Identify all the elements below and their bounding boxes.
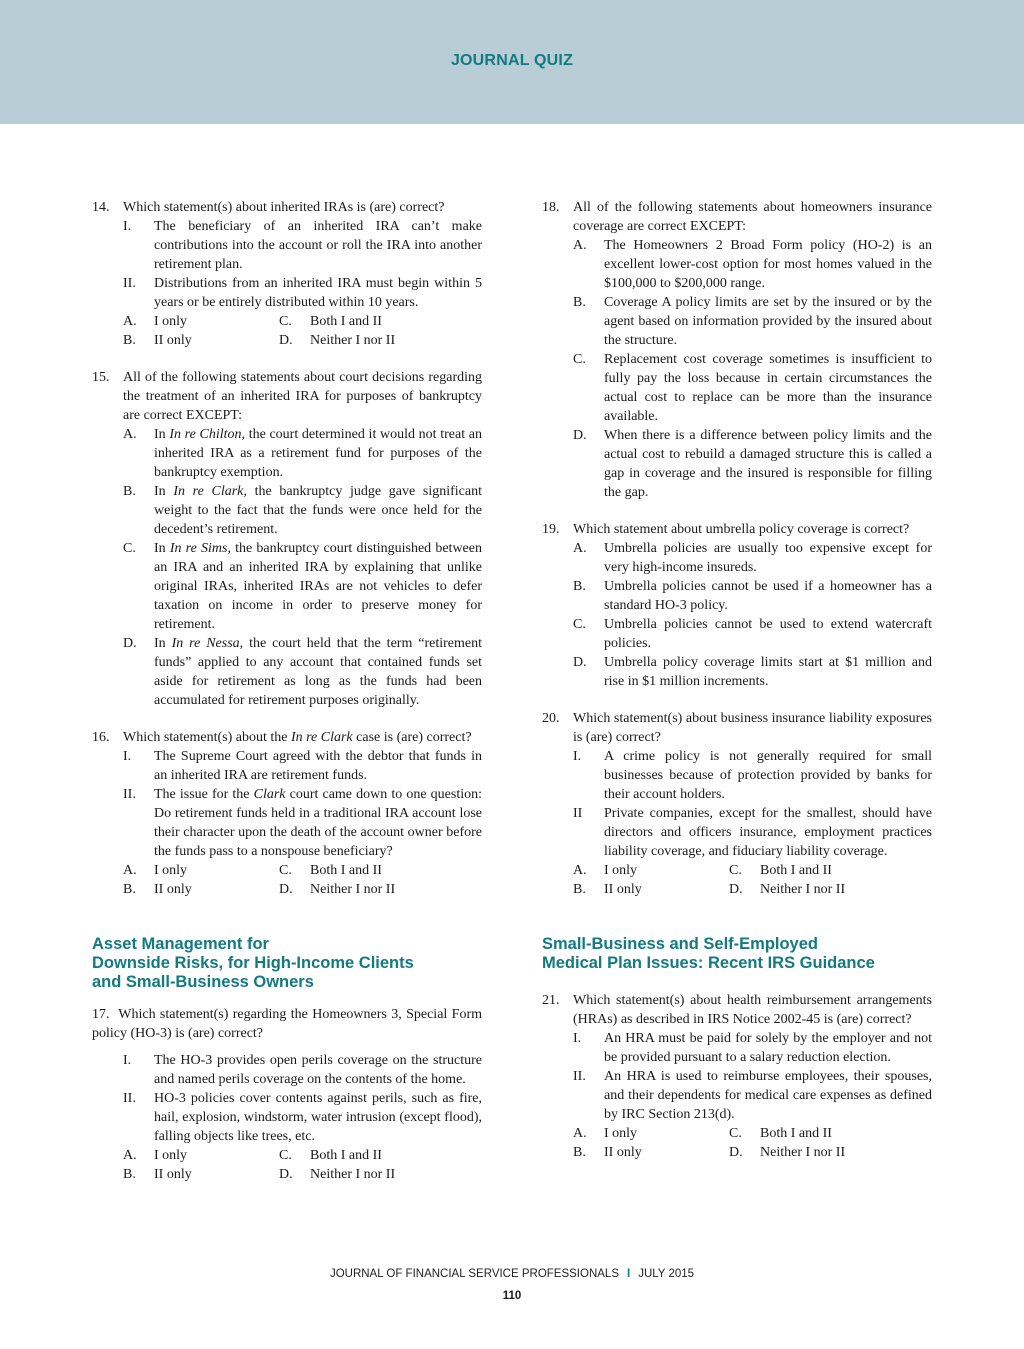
case-name: In re Chilton,	[169, 427, 246, 442]
answer-text: Both I and II	[310, 863, 382, 878]
answer-text: Both I and II	[760, 1126, 832, 1141]
answer-mark: B.	[573, 1145, 586, 1160]
case-name: In re Clark	[290, 730, 353, 745]
question-number: 15.	[92, 370, 110, 385]
page-title: JOURNAL QUIZ	[450, 52, 574, 69]
option-text: The HO-3 provides open perils coverage on the structure and named perils coverage on the contents of the home.	[154, 1053, 482, 1087]
option	[123, 785, 482, 861]
option-mark: C.	[573, 617, 586, 632]
question-number: 16.	[92, 730, 110, 745]
option-mark: I.	[123, 749, 132, 764]
answer-text: I only	[154, 314, 188, 329]
case-name: In re Clark,	[173, 484, 247, 499]
journal-name: JOURNAL OF FINANCIAL SERVICE PROFESSIONALS	[329, 1268, 619, 1280]
answer-text: Neither I nor II	[310, 333, 396, 348]
right-column	[542, 198, 932, 1180]
case-name: Clark	[253, 787, 286, 802]
question-number: 19.	[542, 522, 560, 537]
option-text: Distributions from an inherited IRA must begin within 5 years or be entirely distributed within 10 years.	[154, 276, 482, 310]
option-text: Umbrella policies cannot be used if a homeowner has a standard HO-3 policy.	[604, 579, 932, 613]
answer-text: II only	[604, 882, 642, 897]
header-banner	[0, 0, 1024, 124]
option	[123, 217, 482, 274]
option-mark: I.	[573, 749, 582, 764]
option-body: the court held that the term “retirement funds” applied to any account that contained funds set aside for retirement as long as the funds had been accumulated for retirement purposes originally.	[154, 636, 482, 708]
answer-text: I only	[604, 1126, 638, 1141]
question-text-post: case is (are) correct?	[352, 730, 472, 745]
option-mark: II.	[123, 787, 136, 802]
option-mark: D.	[573, 655, 587, 670]
answer-mark: A.	[123, 314, 137, 329]
option-prefix: In	[154, 427, 170, 442]
answer-text: II only	[154, 1167, 192, 1182]
option-mark: B.	[573, 579, 586, 594]
answer-mark: A.	[573, 863, 587, 878]
section-title-small-business	[542, 935, 932, 973]
question-18	[542, 198, 932, 502]
option-body: the bankruptcy court distinguished between an IRA and an inherited IRA by explaining that unlike original IRAs, inherited IRAs are not vehicles to defer taxation on income in order to preserve money for retirement.	[154, 541, 482, 632]
answer-text: Neither I nor II	[760, 882, 846, 897]
question-20	[542, 709, 932, 899]
option-text	[154, 482, 482, 539]
option	[573, 293, 932, 350]
option	[123, 747, 482, 785]
question-text: Which statement about umbrella policy coverage is correct?	[573, 522, 910, 537]
option-mark: A.	[573, 238, 587, 253]
answer-choices	[573, 861, 932, 899]
question-number: 17.	[92, 1007, 110, 1022]
option-text: The Homeowners 2 Broad Form policy (HO-2) is an excellent lower-cost option for most homes valued in the $100,000 to $200,000 range.	[604, 238, 932, 291]
answer-mark: A.	[573, 1126, 587, 1141]
option-prefix: In	[154, 541, 170, 556]
question-text: All of the following statements about homeowners insurance coverage are correct EXCEPT:	[573, 200, 932, 234]
option	[573, 1067, 932, 1124]
answer-text: II only	[154, 333, 192, 348]
answer-mark: B.	[573, 882, 586, 897]
option	[573, 615, 932, 653]
option	[573, 747, 932, 804]
option-text	[154, 425, 482, 482]
option-text: Umbrella policies are usually too expensive except for very high-income insureds.	[604, 541, 932, 575]
answer-choices	[123, 1146, 482, 1184]
option	[573, 1029, 932, 1067]
question-15	[92, 368, 482, 710]
question-16	[92, 728, 482, 899]
option	[573, 804, 932, 861]
option	[573, 350, 932, 426]
answer-mark: B.	[123, 882, 136, 897]
option-mark: B.	[573, 295, 586, 310]
left-column	[92, 198, 482, 1202]
option-body: the bankruptcy judge gave significant weight to the fact that the funds were once held for the decedent’s retirement.	[154, 484, 482, 537]
option-mark: D.	[123, 636, 137, 651]
question-17	[92, 1005, 482, 1184]
answer-text: Neither I nor II	[760, 1145, 846, 1160]
section-title-line: Downside Risks, for High-Income Clients	[92, 954, 414, 972]
option-text: Umbrella policy coverage limits start at $1 million and rise in $1 million increments.	[604, 655, 932, 689]
answer-mark: B.	[123, 333, 136, 348]
option-mark: II.	[573, 1069, 586, 1084]
answer-mark: C.	[279, 1148, 292, 1163]
answer-text: I only	[604, 863, 638, 878]
section-title-line: Small-Business and Self-Employed	[542, 935, 818, 953]
question-number: 21.	[542, 993, 560, 1008]
option-text: Umbrella policies cannot be used to extend watercraft policies.	[604, 617, 932, 651]
question-number: 18.	[542, 200, 560, 215]
answer-text: I only	[154, 1148, 188, 1163]
option	[123, 482, 482, 539]
page-number: 110	[502, 1290, 522, 1302]
answer-choices	[123, 861, 482, 899]
option-prefix: In	[154, 636, 172, 651]
option-text: When there is a difference between policy limits and the actual cost to rebuild a damaged structure this is called a gap in coverage and the insured is responsible for filling the gap.	[604, 428, 932, 500]
option-mark: C.	[123, 541, 136, 556]
question-text: Which statement(s) about business insurance liability exposures is (are) correct?	[573, 711, 932, 745]
option-mark: I.	[123, 219, 132, 234]
question-19	[542, 520, 932, 691]
option-prefix: The issue for the	[154, 787, 254, 802]
question-text: All of the following statements about court decisions regarding the treatment of an inherited IRA for purposes of bankruptcy are correct EXCEPT:	[123, 370, 482, 423]
section-title-line: Asset Management for	[92, 935, 269, 953]
answer-mark: B.	[123, 1167, 136, 1182]
answer-mark: C.	[279, 314, 292, 329]
option-mark: A.	[123, 427, 137, 442]
answer-mark: D.	[279, 1167, 293, 1182]
question-number: 14.	[92, 200, 110, 215]
case-name: In re Sims,	[169, 541, 231, 556]
section-title-asset-management	[92, 935, 482, 992]
option-text	[154, 785, 482, 861]
answer-text: II only	[154, 882, 192, 897]
answer-mark: A.	[123, 863, 137, 878]
option-text: An HRA is used to reimburse employees, their spouses, and their dependents for medical care expenses as defined by IRC Section 213(d).	[604, 1069, 932, 1122]
case-name: In re Nessa,	[171, 636, 244, 651]
option-mark: C.	[573, 352, 586, 367]
answer-choices	[123, 312, 482, 350]
answer-text: Neither I nor II	[310, 1167, 396, 1182]
answer-mark: C.	[729, 863, 742, 878]
question-number: 20.	[542, 711, 560, 726]
question-text: Which statement(s) regarding the Homeowners 3, Special Form policy (HO-3) is (are) correct?	[92, 1007, 483, 1041]
answer-text: Neither I nor II	[310, 882, 396, 897]
question-14	[92, 198, 482, 350]
option	[573, 653, 932, 691]
option-mark: II	[573, 806, 583, 821]
answer-mark: D.	[729, 882, 743, 897]
option-text: Coverage A policy limits are set by the insured or by the agent based on information provided by the insured about the structure.	[604, 295, 932, 348]
answer-text: Both I and II	[310, 314, 382, 329]
option	[573, 426, 932, 502]
footer-separator: I	[627, 1268, 631, 1280]
answer-mark: D.	[729, 1145, 743, 1160]
option-text	[154, 634, 482, 710]
option	[123, 425, 482, 482]
answer-mark: A.	[123, 1148, 137, 1163]
option-mark: D.	[573, 428, 587, 443]
question-text-pre: Which statement(s) about the	[123, 730, 291, 745]
option-text	[154, 539, 482, 634]
answer-text: I only	[154, 863, 188, 878]
answer-mark: D.	[279, 882, 293, 897]
option-body: the court determined it would not treat an inherited IRA as a retirement fund for purposes of the bankruptcy exemption.	[154, 427, 483, 480]
option-mark: A.	[573, 541, 587, 556]
answer-mark: D.	[279, 333, 293, 348]
answer-text: Both I and II	[760, 863, 832, 878]
option-text: Private companies, except for the smallest, should have directors and officers insurance, employment practices liability coverage, and fiduciary liability coverage.	[604, 806, 932, 859]
question-21	[542, 991, 932, 1162]
option-mark: II.	[123, 276, 136, 291]
section-title-line: and Small-Business Owners	[92, 973, 314, 991]
issue-date: JULY 2015	[638, 1268, 695, 1280]
section-title-line: Medical Plan Issues: Recent IRS Guidance	[542, 954, 875, 972]
option-mark: II.	[123, 1091, 136, 1106]
answer-text: Both I and II	[310, 1148, 382, 1163]
answer-text: II only	[604, 1145, 642, 1160]
answer-mark: C.	[279, 863, 292, 878]
option	[573, 539, 932, 577]
option-text: Replacement cost coverage sometimes is insufficient to fully pay the loss because in certain circumstances the actual cost to replace can be more than the insurance available.	[604, 352, 932, 424]
option-mark: I.	[123, 1053, 132, 1068]
question-text	[123, 728, 482, 747]
option-text: An HRA must be paid for solely by the employer and not be provided pursuant to a salary reduction election.	[604, 1031, 932, 1065]
question-text: Which statement(s) about inherited IRAs is (are) correct?	[123, 200, 445, 215]
option	[123, 634, 482, 710]
option	[123, 539, 482, 634]
footer	[0, 1268, 1024, 1280]
question-text: Which statement(s) about health reimbursement arrangements (HRAs) as described in IRS Notice 2002-45 is (are) correct?	[573, 993, 932, 1027]
option-prefix: In	[154, 484, 174, 499]
option	[123, 1051, 482, 1089]
option-mark: B.	[123, 484, 136, 499]
option	[573, 236, 932, 293]
option-body: court came down to one question: Do retirement funds held in a traditional IRA account lose their character upon the death of the account owner before the funds pass to a nonspouse beneficiary?	[154, 787, 482, 859]
option-text: A crime policy is not generally required for small businesses because of protection provided by banks for their account holders.	[604, 749, 932, 802]
option-text: HO-3 policies cover contents against perils, such as fire, hail, explosion, windstorm, water intrusion (except flood), falling objects like trees, etc.	[154, 1091, 482, 1144]
option	[123, 274, 482, 312]
option	[573, 577, 932, 615]
option-mark: I.	[573, 1031, 582, 1046]
answer-mark: C.	[729, 1126, 742, 1141]
answer-choices	[573, 1124, 932, 1162]
option-text: The beneficiary of an inherited IRA can’t make contributions into the account or roll the IRA into another retirement plan.	[154, 219, 482, 272]
option-text: The Supreme Court agreed with the debtor that funds in an inherited IRA are retirement funds.	[154, 749, 482, 783]
option	[123, 1089, 482, 1146]
